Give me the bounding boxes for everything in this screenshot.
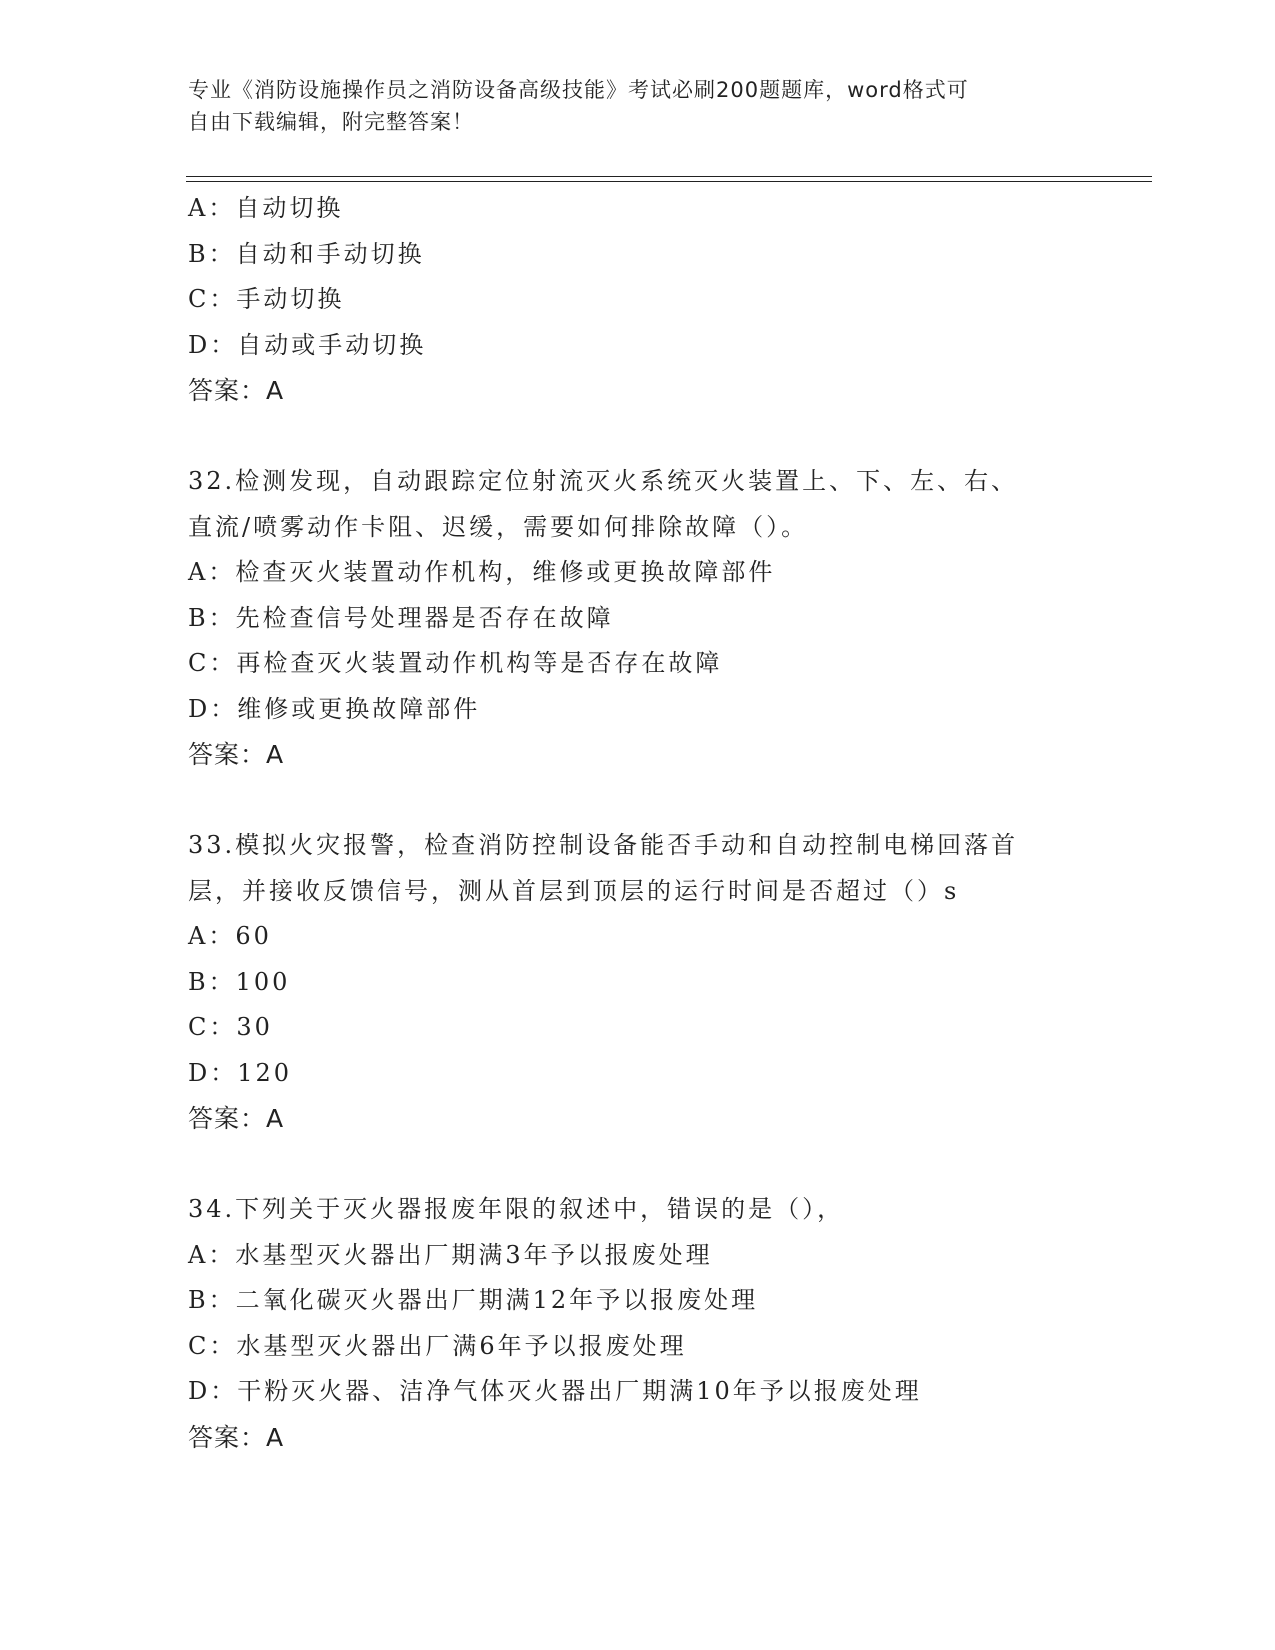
option-d: D：自动或手动切换 <box>188 330 427 359</box>
option-c: C：再检查灭火装置动作机构等是否存在故障 <box>188 649 723 677</box>
option-d: D：干粉灭火器、洁净气体灭火器出厂期满10年予以报废处理 <box>188 1377 922 1405</box>
question-31-block <box>188 186 1148 414</box>
option-d: D：维修或更换故障部件 <box>188 694 481 723</box>
question-33-block <box>188 823 1148 1142</box>
header-divider-bottom <box>186 181 1152 182</box>
spacer <box>188 778 1148 824</box>
question-stem-line: 层，并接收反馈信号，测从首层到顶层的运行时间是否超过（）s <box>188 876 960 905</box>
header-line-2: 自由下载编辑，附完整答案！ <box>188 110 474 134</box>
option-c: C：水基型灭火器出厂满6年予以报废处理 <box>188 1331 687 1360</box>
answer-line: 答案：A <box>188 376 285 405</box>
question-32-block <box>188 459 1148 778</box>
header-line-1: 专业《消防设施操作员之消防设备高级技能》考试必刷200题题库，word格式可 <box>188 78 969 102</box>
option-b: B：自动和手动切换 <box>188 239 425 268</box>
header-divider-top <box>186 176 1152 177</box>
answer-line: 答案：A <box>188 740 285 769</box>
option-b: B：二氧化碳灭火器出厂期满12年予以报废处理 <box>188 1286 759 1314</box>
question-stem-line: 33.模拟火灾报警，检查消防控制设备能否手动和自动控制电梯回落首 <box>188 831 1019 859</box>
option-d: D：120 <box>188 1058 293 1087</box>
question-stem-line: 34.下列关于灭火器报废年限的叙述中，错误的是（）， <box>188 1195 845 1223</box>
option-b: B：先检查信号处理器是否存在故障 <box>188 603 614 632</box>
spacer <box>188 414 1148 460</box>
question-34-block <box>188 1187 1148 1460</box>
option-a: A：自动切换 <box>188 194 344 222</box>
option-a: A：60 <box>188 922 272 950</box>
option-b: B：100 <box>188 967 291 996</box>
option-a: A：水基型灭火器出厂期满3年予以报废处理 <box>188 1240 713 1269</box>
document-header <box>188 74 1088 138</box>
answer-line: 答案：A <box>188 1104 285 1133</box>
spacer <box>188 1142 1148 1188</box>
question-stem-line: 直流/喷雾动作卡阻、迟缓，需要如何排除故障（）。 <box>188 512 809 541</box>
question-list <box>188 186 1148 1460</box>
option-c: C：30 <box>188 1013 273 1041</box>
option-c: C：手动切换 <box>188 285 345 313</box>
answer-line: 答案：A <box>188 1422 285 1452</box>
option-a: A：检查灭火装置动作机构，维修或更换故障部件 <box>188 558 776 586</box>
question-stem-line: 32.检测发现，自动跟踪定位射流灭火系统灭火装置上、下、左、右、 <box>188 467 1019 495</box>
